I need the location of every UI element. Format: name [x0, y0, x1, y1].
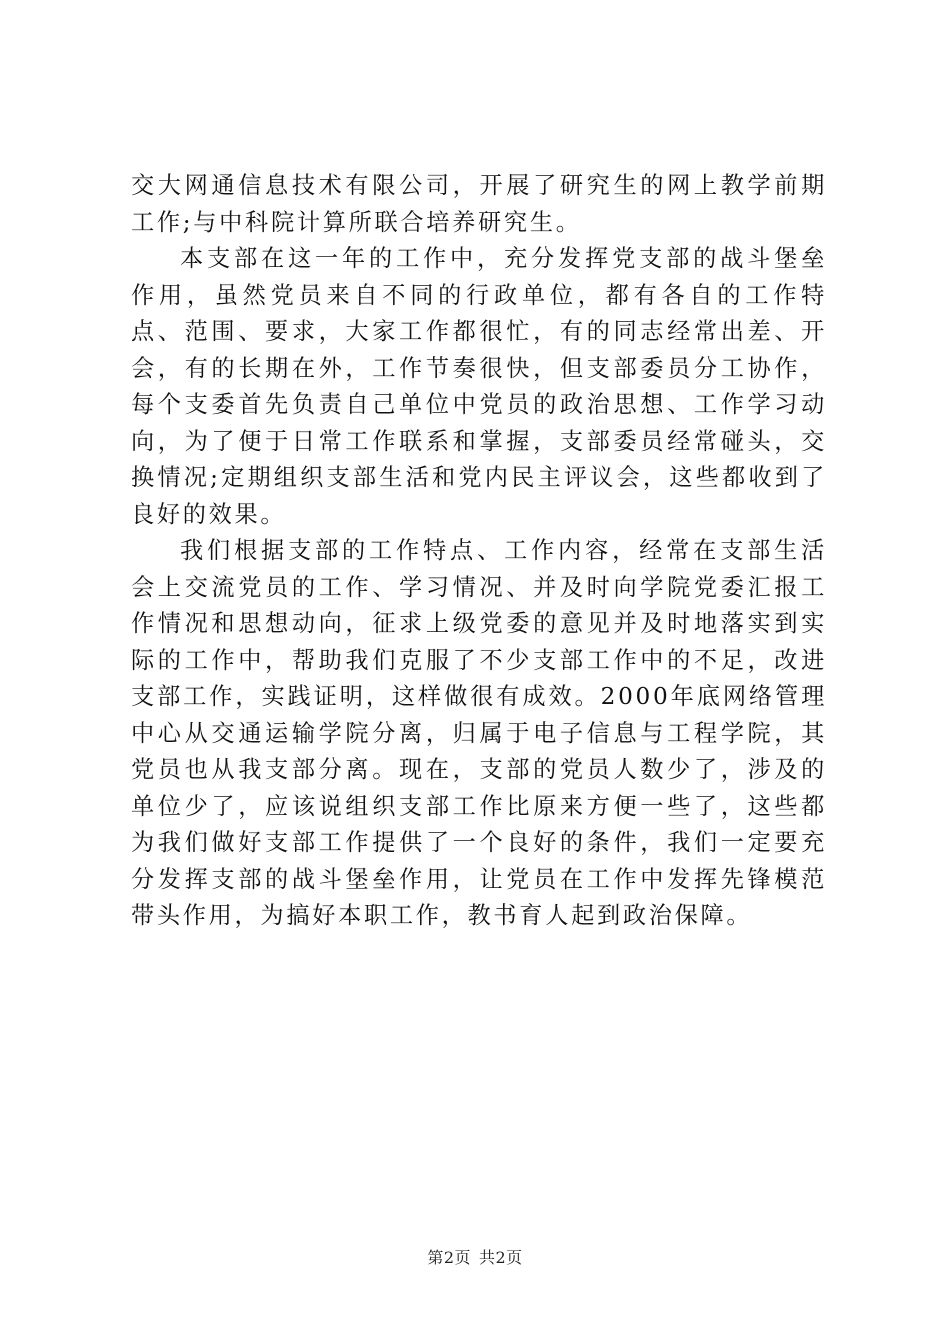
page-number: 第2页: [427, 1248, 471, 1267]
paragraph-continuation: 交大网通信息技术有限公司，开展了研究生的网上教学前期工作;与中科院计算所联合培养研究生。: [131, 172, 827, 236]
page-footer: [0, 1245, 950, 1268]
page-total: 共2页: [479, 1248, 523, 1267]
paragraph-branch-practice: 我们根据支部的工作特点、工作内容，经常在支部生活会上交流党员的工作、学习情况、并及时向学院党委汇报工作情况和思想动向，征求上级党委的意见并及时地落实到实际的工作中，帮助我们克服了不少支部工作中的不足，改进支部工作，实践证明，这样做很有成效。2000年底网络管理中心从交通运输学院分离，归属于电子信息与工程学院，其党员也从我支部分离。现在，支部的党员人数少了，涉及的单位少了，应该说组织支部工作比原来方便一些了，这些都为我们做好支部工作提供了一个良好的条件，我们一定要充分发挥支部的战斗堡垒作用，让党员在工作中发挥先锋模范带头作用，为搞好本职工作，教书育人起到政治保障。: [131, 537, 827, 929]
document-body: [131, 168, 827, 935]
paragraph-branch-work: 本支部在这一年的工作中，充分发挥党支部的战斗堡垒作用，虽然党员来自不同的行政单位，都有各自的工作特点、范围、要求，大家工作都很忙，有的同志经常出差、开会，有的长期在外，工作节奏很快，但支部委员分工协作，每个支委首先负责自己单位中党员的政治思想、工作学习动向，为了便于日常工作联系和掌握，支部委员经常碰头，交换情况;定期组织支部生活和党内民主评议会，这些都收到了良好的效果。: [131, 245, 827, 528]
